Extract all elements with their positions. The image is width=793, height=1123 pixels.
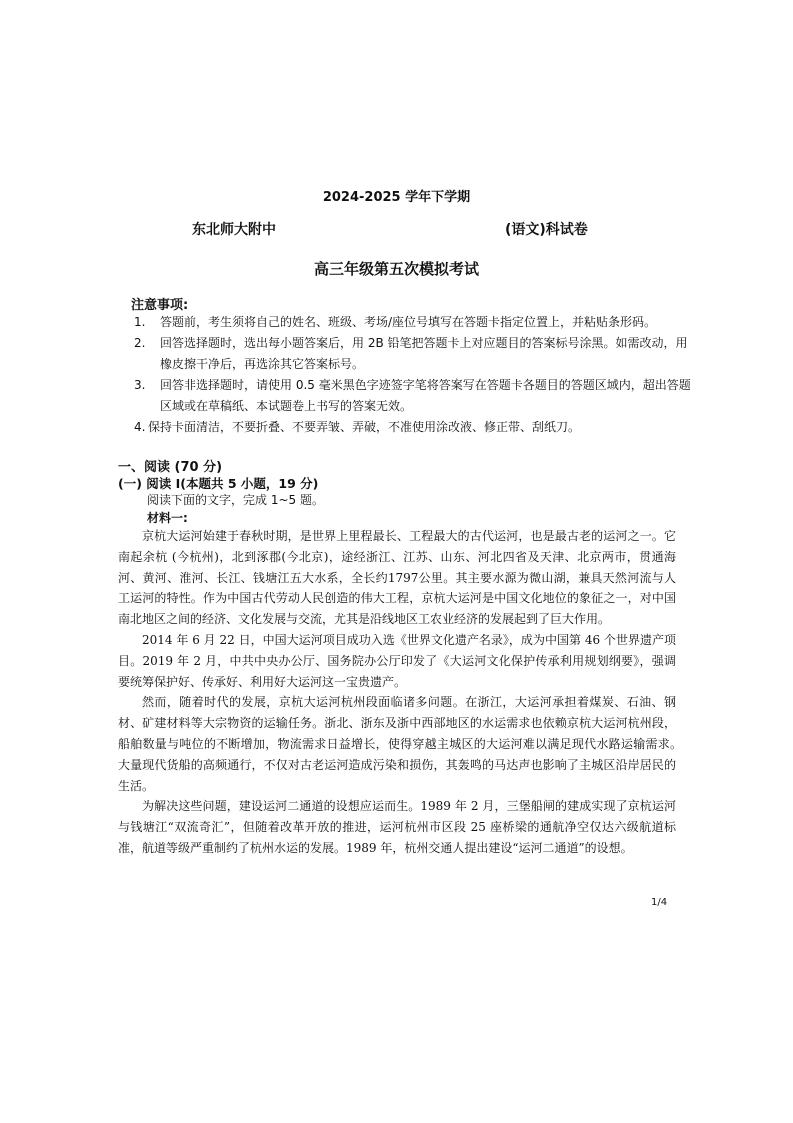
notice-title: 注意事项: (131, 298, 189, 313)
paragraph: 2014 年 6 月 22 日，中国大运河项目成功入选《世界文化遗产名录》，成为中国第 46 个世界遗产项目。2019 年 2 月，中共中央办公厅、国务院办公厅印发了《大运河文化保护传承利用规划纲要》，强调要统筹保护好、传承好、利用好大运河这一宝贵遗产。 (118, 632, 676, 689)
notice-item-number: 3. (134, 378, 146, 392)
notice-item-text: 回答非选择题时，请使用 0.5 毫米黑色字迹签字笔将答案写在答题卡各题目的答题区域内，超出答题区域或在草稿纸、本试题卷上书写的答案无效。 (160, 378, 691, 413)
notice-item-number: 2. (134, 336, 146, 350)
page-number: 1/4 (651, 897, 668, 908)
notice-item-number: 1. (134, 315, 146, 329)
notice-item (134, 417, 694, 438)
subject-title: (语文)科试卷 (505, 222, 588, 238)
reading-instruction: 阅读下面的文字，完成 1~5 题。 (147, 493, 324, 507)
paragraph: 为解决这些问题，建设运河二通道的设想应运而生。1989 年 2 月，三堡船闸的建成实现了京杭运河与钱塘江“双流奇汇”，但随着改革开放的推进，运河杭州市区段 25 座桥梁的通航净空仅达六级航道标准，航道等级严重制约了杭州水运的发展。1989 年，杭州交通人提出建设“运河二通道”的设想。 (118, 799, 676, 855)
exam-title: 高三年级第五次模拟考试 (313, 260, 479, 278)
school-year: 2024-2025 学年下学期 (322, 190, 471, 205)
notice-item-text: 回答选择题时，选出每小题答案后，用 2B 铅笔把答题卡上对应题目的答案标号涂黑。如需改动，用橡皮擦干净后，再选涂其它答案标号。 (160, 336, 688, 371)
notice-item (134, 333, 694, 375)
school-name: 东北师大附中 (192, 222, 276, 238)
material-title: 材料一: (147, 511, 188, 525)
notice-item-text: 答题前，考生须将自己的姓名、班级、考场/座位号填写在答题卡指定位置上，并粘贴条形码。 (160, 315, 657, 329)
paragraph: 京杭大运河始建于春秋时期，是世界上里程最长、工程最大的古代运河，也是最古老的运河之一。它南起余杭 (今杭州)，北到涿郡(今北京)，途经浙江、江苏、山东、河北四省及天津、北京两市，贯通海河、黄河、淮河、长江、钱塘江五大水系，全长约1797公里。其主要水源为微山湖，兼具天然河流与人工运河的特性。作为中国古代劳动人民创造的伟大工程，京杭大运河是中国文化地位的象征之一，对中国南北地区之间的经济、文化发展与交流，尤其是沿线地区工农业经济的发展起到了巨大作用。 (118, 529, 676, 627)
material-text (118, 526, 737, 859)
section-title: 一、阅读 (70 分) (118, 460, 223, 475)
notice-item (134, 375, 694, 417)
notice-item (134, 312, 694, 333)
subsection-title: (一) 阅读 I(本题共 5 小题，19 分) (118, 476, 319, 491)
notice-item-number: 4. (134, 420, 146, 434)
paragraph: 然而，随着时代的发展，京杭大运河杭州段面临诸多问题。在浙江，大运河承担着煤炭、石油、钢材、矿建材料等大宗物资的运输任务。浙北、浙东及浙中西部地区的水运需求也依赖京杭大运河杭州段，船舶数量与吨位的不断增加，物流需求日益增长，使得穿越主城区的大运河难以满足现代水路运输需求。 大量现代货船的高频通行，不仅对古老运河造成污染和损伤，其轰鸣的马达声也影响了主城区沿岸居民的生活。 (118, 695, 737, 793)
notice-item-text: 保持卡面清洁，不要折叠、不要弄皱、弄破，不准使用涂改液、修正带、刮纸刀。 (148, 420, 581, 434)
notice-list (134, 312, 694, 438)
